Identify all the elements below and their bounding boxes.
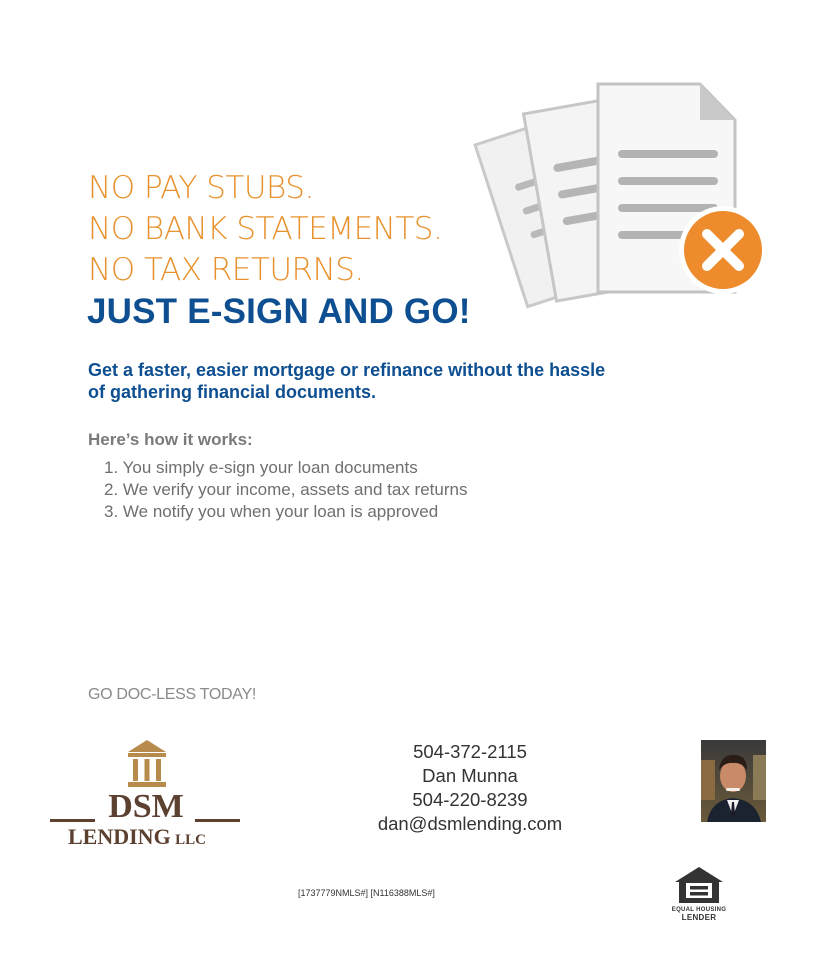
logo-rule-left [50, 819, 95, 822]
columns-building-icon [126, 738, 168, 790]
logo-rule-right [195, 819, 240, 822]
logo-dsm: DSM [108, 788, 184, 825]
license-numbers: [1737779NMLS#] [N116388MLS#] [298, 888, 435, 898]
list-item: 1. You simply e-sign your loan documents [104, 458, 418, 477]
logo-lending: LENDING [68, 824, 171, 849]
logo-lending-line [68, 824, 206, 850]
tagline: GO DOC-LESS TODAY! [88, 686, 256, 703]
contact-name: Dan Munna [422, 765, 518, 786]
subhead-line-2: of gathering financial documents. [88, 382, 377, 402]
contact-phone-1: 504-372-2115 [413, 741, 527, 762]
how-it-works-title: Here’s how it works: [88, 430, 253, 449]
headline-line-3: NO TAX RETURNS. [88, 252, 364, 288]
headline-cta: JUST E-SIGN AND GO! [87, 292, 471, 331]
documents-icon [470, 62, 780, 332]
subhead-line-1: Get a faster, easier mortgage or refinance without the hassle [88, 360, 606, 380]
logo-llc: LLC [175, 832, 206, 848]
list-item: 3. We notify you when your loan is approved [104, 502, 439, 521]
close-x-icon [679, 206, 767, 294]
list-item: 2. We verify your income, assets and tax returns [104, 480, 468, 499]
headline-line-2: NO BANK STATEMENTS. [88, 211, 443, 247]
equal-housing-logo [670, 866, 728, 926]
contact-phone-2: 504-220-8239 [412, 789, 528, 810]
equal-housing-line-1: EQUAL HOUSING [671, 907, 727, 913]
subhead [88, 359, 648, 403]
contact-block [340, 740, 600, 836]
dsm-lending-logo [50, 738, 245, 850]
contact-email: dan@dsmlending.com [377, 813, 563, 834]
equal-housing-icon [674, 866, 724, 904]
steps-list [104, 457, 467, 523]
equal-housing-text [670, 906, 728, 922]
headline-line-1: NO PAY STUBS. [88, 170, 314, 206]
portrait-photo [701, 740, 766, 822]
equal-housing-line-2: LENDER [681, 913, 717, 922]
